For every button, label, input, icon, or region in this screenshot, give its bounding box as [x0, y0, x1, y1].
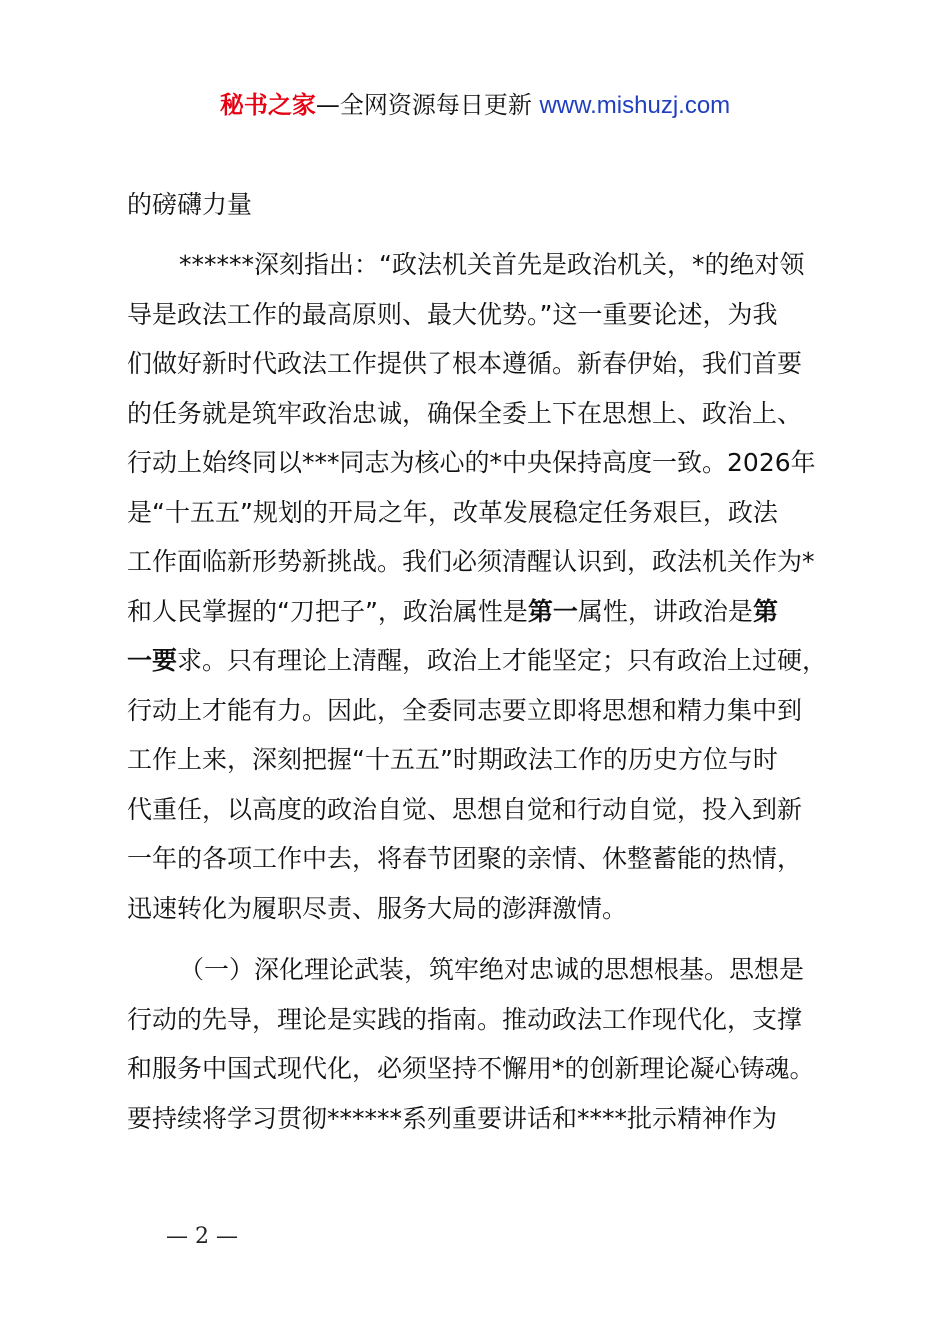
site-banner	[0, 88, 950, 123]
paragraph-line: 迅速转化为履职尽责、服务大局的澎湃激情。	[127, 893, 628, 923]
paragraph-line: 要持续将学习贯彻******系列重要讲话和****批示精神作为	[127, 1103, 778, 1133]
paragraph-line: 和服务中国式现代化，必须坚持不懈用*的创新理论凝心铸魂。	[127, 1054, 815, 1083]
text-run: 和人民掌握的“刀把子”，政治属性是	[127, 596, 528, 626]
paragraph-line: 行动的先导，理论是实践的指南。推动政法工作现代化，支撑	[127, 1004, 803, 1034]
paragraph-line	[127, 636, 839, 686]
paragraph-line: 的任务就是筑牢政治忠诚，确保全委上下在思想上、政治上、	[127, 398, 803, 428]
heading-tail: 的磅礴力量	[127, 190, 253, 219]
paragraph-line: 行动上才能有力。因此，全委同志要立即将思想和精力集中到	[127, 695, 803, 725]
paragraph-line: 工作上来，深刻把握“十五五”时期政法工作的历史方位与时	[127, 745, 778, 774]
paragraph-line: 一年的各项工作中去，将春节团聚的亲情、休整蓄能的热情，	[127, 844, 803, 873]
paragraph-line: ******深刻指出：“政法机关首先是政治机关，*的绝对领	[179, 250, 805, 279]
paragraph-line: 行动上始终同以***同志为核心的*中央保持高度一致。2026年	[127, 448, 816, 477]
paragraph-line: 是“十五五”规划的开局之年，改革发展稳定任务艰巨，政法	[127, 497, 778, 527]
bold-text: 第	[752, 596, 778, 626]
paragraph-1	[127, 240, 839, 933]
paragraph-line	[127, 587, 839, 637]
text-run: 属性，讲政治是	[577, 596, 753, 626]
brand-name: 秘书之家	[219, 91, 316, 119]
paragraph-line: 们做好新时代政法工作提供了根本遵循。新春伊始，我们首要	[127, 349, 803, 378]
text-run: 求。只有理论上清醒，政治上才能坚定；只有政治上过硬，	[177, 646, 828, 675]
banner-slogan: —全网资源每日更新	[315, 91, 532, 119]
paragraph-line: 代重任，以高度的政治自觉、思想自觉和行动自觉，投入到新	[127, 794, 803, 824]
paragraph-line: （一）深化理论武装，筑牢绝对忠诚的思想根基。思想是	[179, 955, 805, 984]
paragraph-gap	[127, 228, 839, 240]
paragraph-gap	[127, 933, 839, 945]
bold-text: 一要	[127, 646, 178, 675]
paragraph-line: 工作面临新形势新挑战。我们必须清醒认识到，政法机关作为*	[127, 547, 815, 576]
document-body	[127, 182, 839, 1143]
paragraph-line: 导是政法工作的最高原则、最大优势。”这一重要论述，为我	[127, 299, 778, 329]
page-number: — 2 —	[166, 1224, 238, 1249]
paragraph-2	[127, 945, 839, 1143]
site-url-link[interactable]: www.mishuzj.com	[539, 92, 731, 119]
bold-text: 第一	[527, 596, 578, 626]
